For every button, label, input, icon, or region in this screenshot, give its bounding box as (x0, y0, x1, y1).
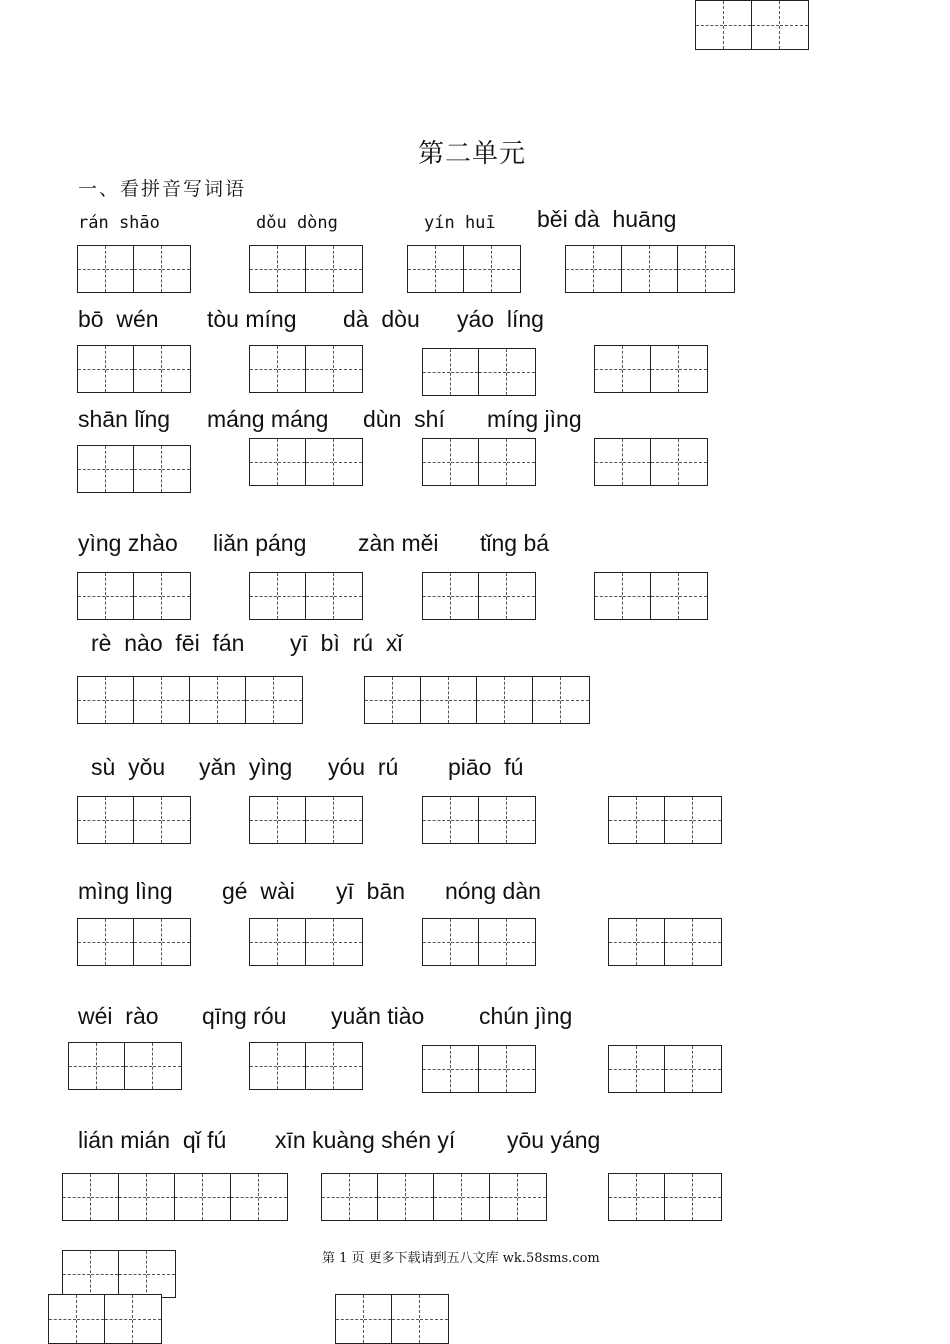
writing-grid[interactable] (77, 572, 191, 620)
writing-grid[interactable] (407, 245, 521, 293)
pinyin-tou-ming: tòu míng (207, 306, 297, 332)
writing-grid[interactable] (77, 676, 303, 724)
pinyin-ge-wai: gé wài (222, 878, 295, 904)
writing-grid[interactable] (422, 438, 536, 486)
writing-grid[interactable] (594, 438, 708, 486)
writing-grid[interactable] (77, 245, 191, 293)
pinyin-shan-ling: shān lǐng (78, 406, 171, 432)
pinyin-yuan-tiao: yuǎn tiào (331, 1003, 425, 1029)
pinyin-ming-jing: míng jìng (487, 406, 582, 432)
pinyin-zan-mei: zàn měi (358, 530, 439, 556)
writing-grid[interactable] (422, 572, 536, 620)
pinyin-bei-da-huang: běi dà huāng (537, 206, 677, 232)
writing-grid[interactable] (608, 918, 722, 966)
writing-grid[interactable] (62, 1250, 176, 1298)
pinyin-dou-dong: dǒu dòng (256, 213, 338, 233)
writing-grid[interactable] (249, 438, 363, 486)
writing-grid[interactable] (321, 1173, 547, 1221)
pinyin-mang-mang: máng máng (207, 406, 329, 432)
writing-grid[interactable] (249, 345, 363, 393)
writing-grid[interactable] (608, 1045, 722, 1093)
writing-grid[interactable] (249, 918, 363, 966)
writing-grid[interactable] (422, 1045, 536, 1093)
pinyin-bo-wen: bō wén (78, 306, 159, 332)
pinyin-qing-rou: qīng róu (202, 1003, 287, 1029)
writing-grid[interactable] (249, 245, 363, 293)
writing-grid[interactable] (608, 796, 722, 844)
writing-grid[interactable] (77, 918, 191, 966)
writing-grid[interactable] (594, 572, 708, 620)
pinyin-yao-ling: yáo líng (457, 306, 544, 332)
writing-grid[interactable] (335, 1294, 449, 1344)
pinyin-re-nao-fei-fan: rè nào fēi fán (91, 630, 245, 656)
writing-grid[interactable] (249, 572, 363, 620)
pinyin-lian-pang: liǎn páng (213, 530, 307, 556)
writing-grid[interactable] (249, 796, 363, 844)
unit-title: 第二单元 (418, 139, 527, 169)
writing-grid[interactable] (608, 1173, 722, 1221)
writing-grid[interactable] (62, 1173, 288, 1221)
pinyin-xin-kuang-shen-yi: xīn kuàng shén yí (275, 1127, 456, 1153)
pinyin-chun-jing: chún jìng (479, 1003, 573, 1029)
writing-grid[interactable] (77, 796, 191, 844)
pinyin-piao-fu: piāo fú (448, 754, 524, 780)
pinyin-dun-shi: dùn shí (363, 406, 445, 432)
writing-grid[interactable] (422, 348, 536, 396)
writing-grid[interactable] (249, 1042, 363, 1090)
pinyin-ming-ling: mìng lìng (78, 878, 173, 904)
pinyin-yan-ying: yǎn yìng (199, 754, 293, 780)
pinyin-ying-zhao: yìng zhào (78, 530, 178, 556)
page-footer: 第 1 页 更多下载请到五八文库 wk.58sms.com (322, 1251, 600, 1266)
writing-grid[interactable] (68, 1042, 182, 1090)
pinyin-da-dou: dà dòu (343, 306, 420, 332)
pinyin-nong-dan: nóng dàn (445, 878, 541, 904)
section-heading: 一、看拼音写词语 (78, 178, 247, 200)
writing-grid[interactable] (422, 796, 536, 844)
writing-grid[interactable] (364, 676, 590, 724)
writing-grid-top[interactable] (695, 0, 809, 50)
pinyin-yi-ban: yī bān (336, 878, 406, 904)
pinyin-you-yang: yōu yáng (507, 1127, 601, 1153)
writing-grid[interactable] (594, 345, 708, 393)
writing-grid[interactable] (77, 445, 191, 493)
writing-grid[interactable] (565, 245, 735, 293)
pinyin-yi-bi-ru-xi: yī bì rú xǐ (290, 630, 403, 656)
writing-grid[interactable] (77, 345, 191, 393)
pinyin-yin-hui: yín huī (424, 213, 496, 233)
pinyin-su-you: sù yǒu (91, 754, 166, 780)
writing-grid[interactable] (422, 918, 536, 966)
writing-grid[interactable] (48, 1294, 162, 1344)
pinyin-wei-rao: wéi rào (78, 1003, 159, 1029)
pinyin-ting-ba: tǐng bá (480, 530, 550, 556)
pinyin-lian-mian-qi-fu: lián mián qǐ fú (78, 1127, 227, 1153)
pinyin-you-ru: yóu rú (328, 754, 399, 780)
pinyin-ran-shao: rán shāo (78, 213, 160, 233)
